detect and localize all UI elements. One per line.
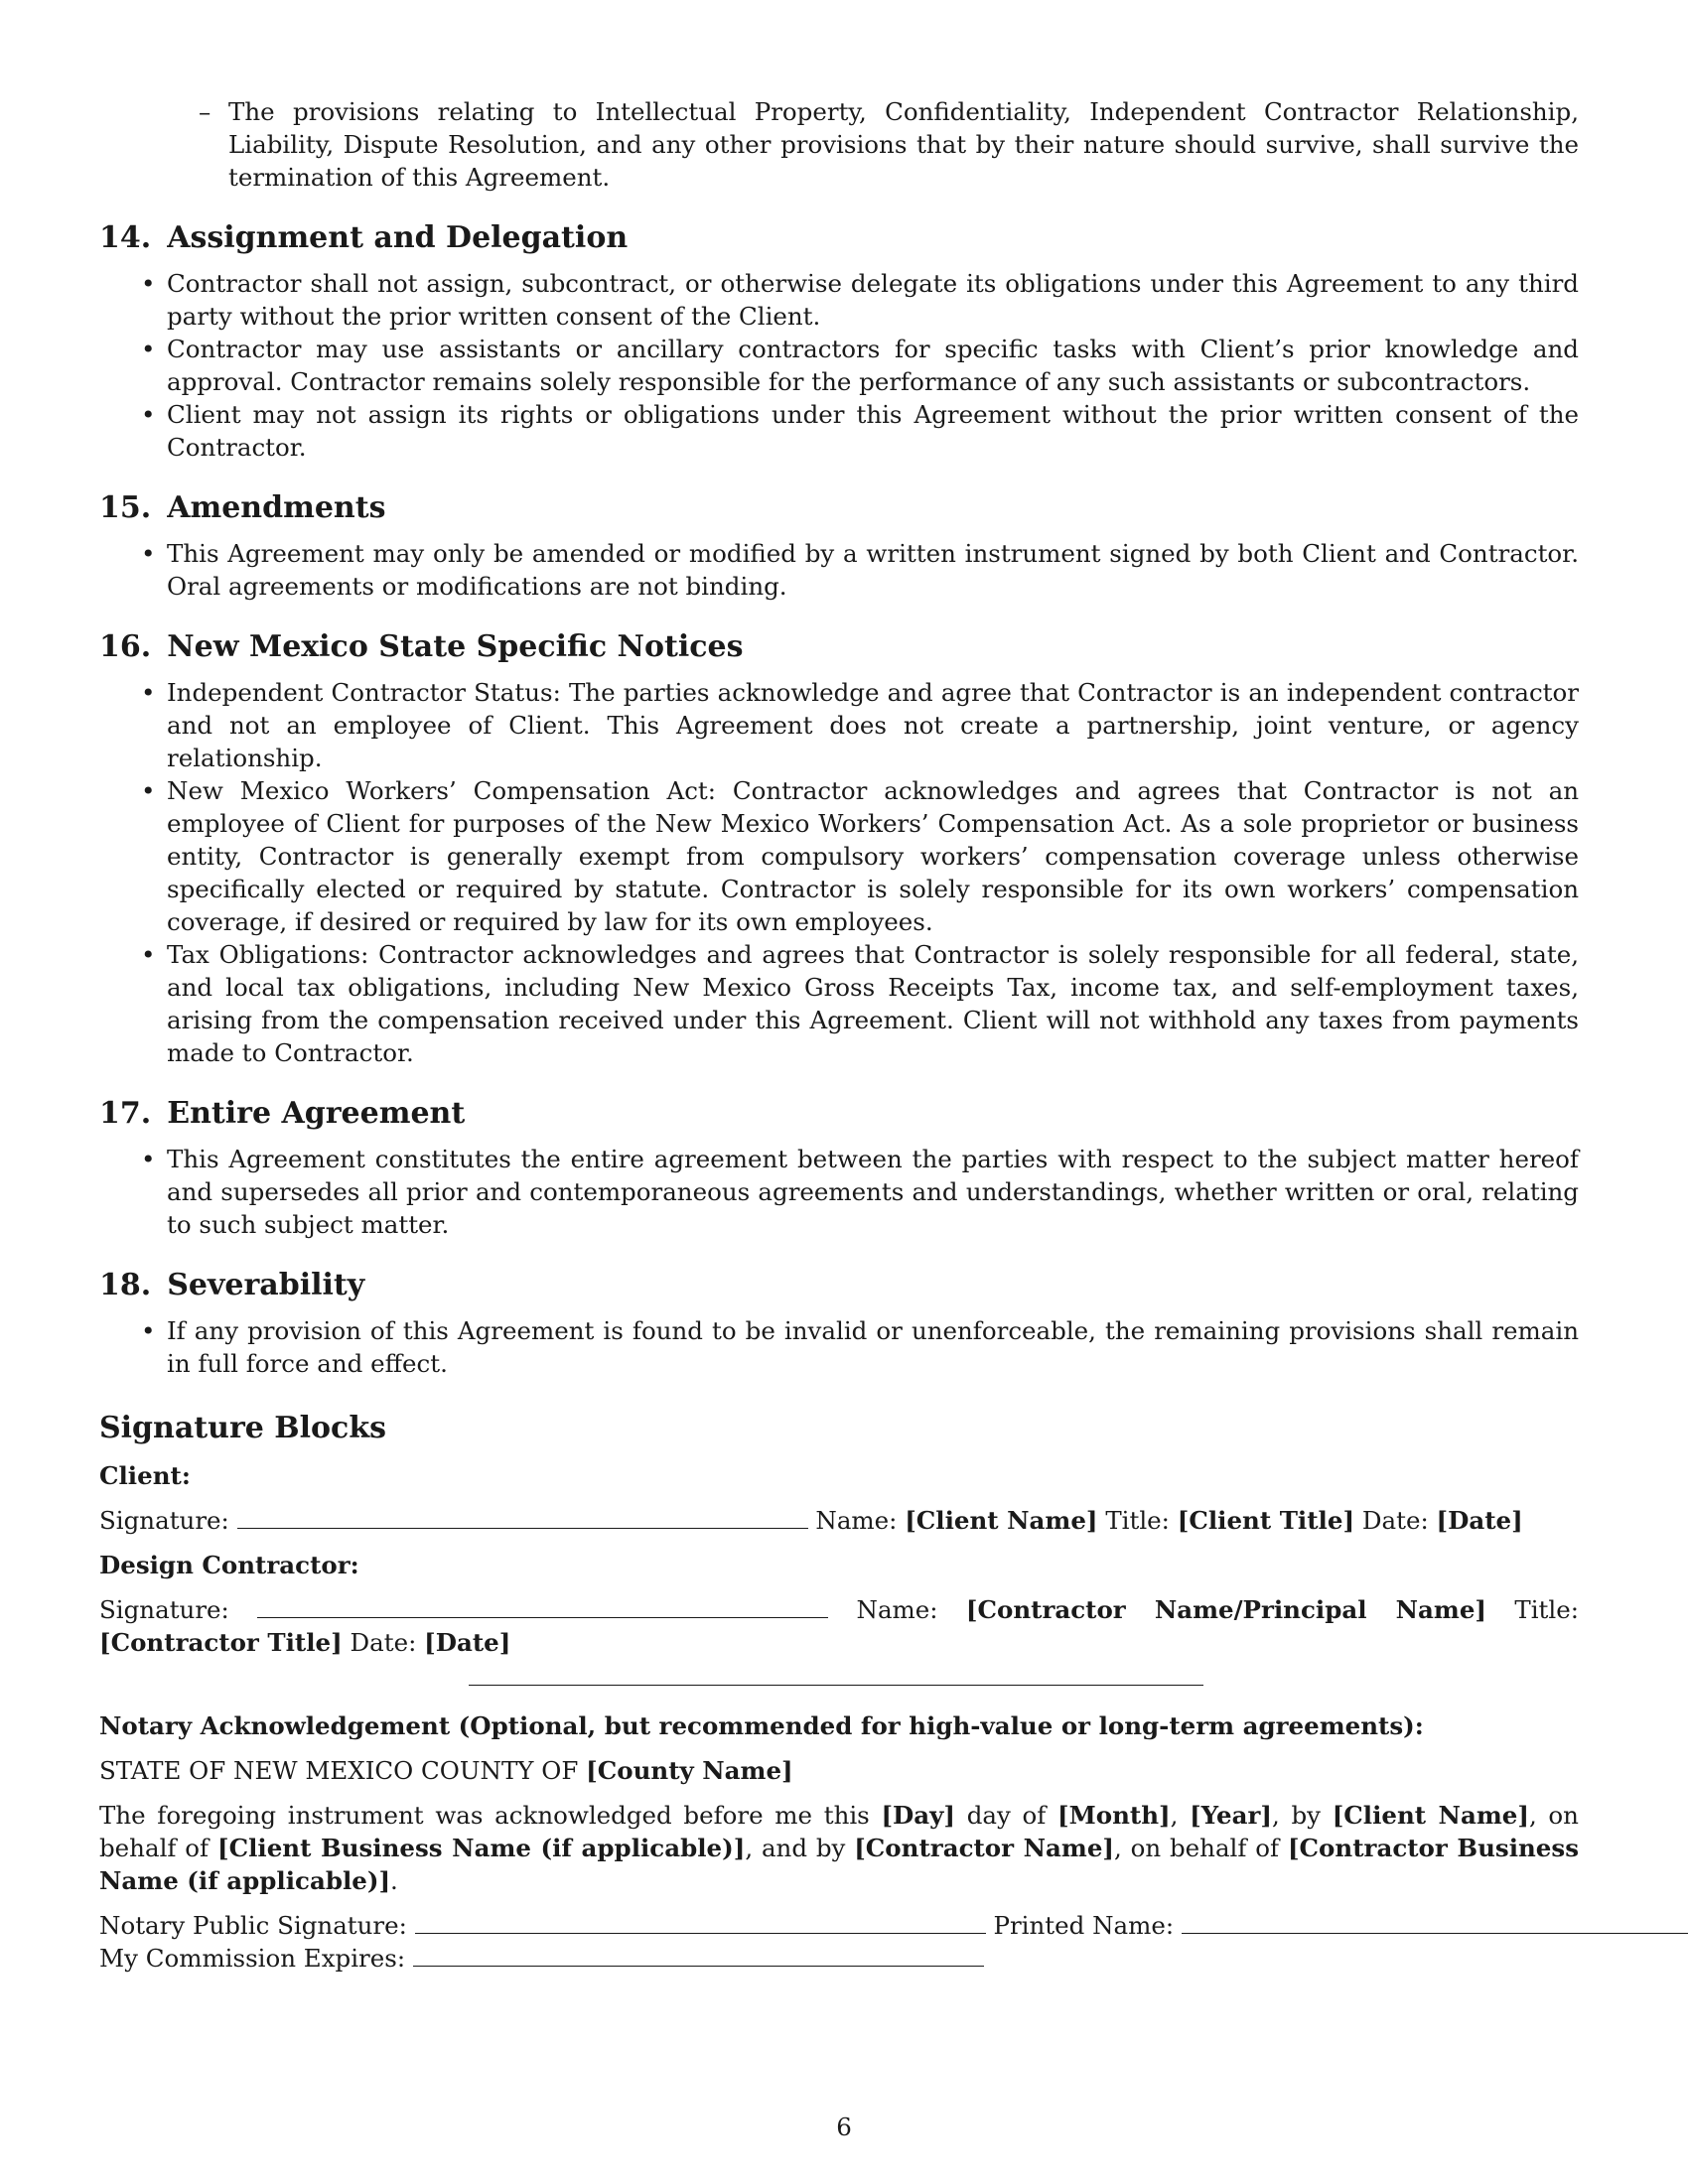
section-18-list (99, 1314, 1579, 1380)
section-16-heading (99, 628, 1579, 666)
month-placeholder: [Month] (1057, 1801, 1171, 1830)
commission-line (99, 1942, 1579, 1975)
section-number: 14. (99, 220, 152, 255)
signature-blocks-heading: Signature Blocks (99, 1411, 386, 1445)
section-title: Assignment and Delegation (167, 220, 629, 255)
day-of-text: day of (966, 1801, 1047, 1830)
contractor-name-placeholder: [Contractor Name] (854, 1834, 1114, 1862)
section-14-list (99, 267, 1579, 464)
signature-label: Signature: (99, 1506, 229, 1535)
section-15-heading (99, 489, 1579, 527)
date-label: Date: (350, 1628, 417, 1657)
end-text: . (390, 1866, 398, 1895)
section-17-heading (99, 1095, 1579, 1133)
section-14-heading (99, 219, 1579, 257)
contractor-title-placeholder: [Contractor Title] (99, 1628, 343, 1657)
state-text: STATE OF NEW MEXICO COUNTY OF (99, 1756, 579, 1785)
comma-text: , (1170, 1801, 1179, 1830)
client-signature-blank[interactable] (237, 1506, 808, 1529)
contractor-name-placeholder: [Contractor Name/Principal Name] (965, 1595, 1486, 1624)
client-business-placeholder: [Client Business Name (if applicable)] (216, 1834, 746, 1862)
client-title-placeholder: [Client Title] (1177, 1506, 1355, 1535)
section-title: New Mexico State Specific Notices (167, 629, 744, 664)
notary-acknowledgement-text (99, 1799, 1579, 1897)
list-item: • If any provision of this Agreement is found to be invalid or unenforceable, the remaining provisions shall remain in full force and effect. (167, 1314, 1579, 1380)
on-behalf-text: , on behalf of (1114, 1834, 1280, 1862)
notary-signature-blank[interactable] (415, 1911, 986, 1934)
printed-name-blank[interactable] (1182, 1911, 1688, 1934)
notary-signature-line (99, 1909, 1579, 1942)
day-placeholder: [Day] (881, 1801, 955, 1830)
page-number: 6 (836, 2113, 852, 2141)
client-signature-line (99, 1504, 1579, 1537)
contractor-date-placeholder: [Date] (424, 1628, 511, 1657)
notary-state-line (99, 1754, 1579, 1787)
contractor-business-placeholder: [Contractor Business Name (if applicable)] (99, 1834, 1579, 1895)
by-text: , by (1272, 1801, 1322, 1830)
section-title: Entire Agreement (167, 1096, 466, 1131)
ack-intro: The foregoing instrument was acknowledged before me this (99, 1801, 870, 1830)
section-number: 15. (99, 490, 152, 525)
section-title: Amendments (167, 490, 386, 525)
list-item: • This Agreement may only be amended or modified by a written instrument signed by both Client and Contractor. Oral agreements or modifications are not binding. (167, 537, 1579, 603)
contractor-signature-blank[interactable] (257, 1595, 828, 1618)
year-placeholder: [Year] (1190, 1801, 1273, 1830)
continuation-item: – The provisions relating to Intellectual Property, Confidentiality, Independent Contractor Relationship, Liability, Dispute Resolution, and any other provisions that by their nature should survive, shall survive the termination of this Agreement. (228, 95, 1579, 194)
county-placeholder: [County Name] (586, 1756, 793, 1785)
signature-label: Signature: (99, 1595, 229, 1624)
document-page (99, 95, 1579, 1975)
divider (469, 1685, 1203, 1686)
section-15-list (99, 537, 1579, 603)
section-16-list (99, 676, 1579, 1069)
client-name-placeholder: [Client Name] (1332, 1801, 1529, 1830)
list-item: • Contractor shall not assign, subcontract, or otherwise delegate its obligations under this Agreement to any third party without the prior written consent of the Client. (167, 267, 1579, 333)
section-title: Severability (167, 1268, 365, 1302)
section-18-heading (99, 1267, 1579, 1304)
and-by-text: , and by (745, 1834, 846, 1862)
on-behalf-text: , on behalf of (99, 1801, 1579, 1862)
client-name-placeholder: [Client Name] (905, 1506, 1098, 1535)
contractor-signature-line (99, 1593, 1579, 1659)
list-item: • Client may not assign its rights or obligations under this Agreement without the prior written consent of the Contractor. (167, 398, 1579, 464)
name-label: Name: (856, 1595, 938, 1624)
title-label: Title: (1105, 1506, 1170, 1535)
list-item: • This Agreement constitutes the entire agreement between the parties with respect to the subject matter hereof and supersedes all prior and contemporaneous agreements and understandings, whether written or oral, relating to such subject matter. (167, 1143, 1579, 1241)
commission-blank[interactable] (413, 1944, 984, 1967)
section-17-list (99, 1143, 1579, 1241)
list-item: • Contractor may use assistants or ancillary contractors for specific tasks with Client’s prior knowledge and approval. Contractor remains solely responsible for the performance of any such assistants or subcontractors. (167, 333, 1579, 398)
commission-label: My Commission Expires: (99, 1944, 406, 1973)
list-item: • Tax Obligations: Contractor acknowledges and agrees that Contractor is solely responsible for all federal, state, and local tax obligations, including New Mexico Gross Receipts Tax, income tax, and self-employment taxes, arising from the compensation received under this Agreement. Client will not withhold any taxes from payments made to Contractor. (167, 938, 1579, 1069)
date-label: Date: (1361, 1506, 1429, 1535)
continuation-list (228, 95, 1579, 194)
title-label: Title: (1514, 1595, 1579, 1624)
name-label: Name: (815, 1506, 898, 1535)
client-label: Client: (99, 1461, 191, 1490)
client-date-placeholder: [Date] (1436, 1506, 1523, 1535)
printed-name-label: Printed Name: (993, 1911, 1175, 1940)
section-number: 16. (99, 629, 152, 664)
notary-signature-label: Notary Public Signature: (99, 1911, 407, 1940)
list-item: • New Mexico Workers’ Compensation Act: Contractor acknowledges and agrees that Contractor is not an employee of Client for purposes of the New Mexico Workers’ Compensation Act. As a sole proprietor or business entity, Contractor is generally exempt from compulsory workers’ compensation coverage unless otherwise specifically elected or required by statute. Contractor is solely responsible for its own workers’ compensation coverage, if desired or required by law for its own employees. (167, 774, 1579, 938)
list-item: • Independent Contractor Status: The parties acknowledge and agree that Contractor is an independent contractor and not an employee of Client. This Agreement does not create a partnership, joint venture, or agency relationship. (167, 676, 1579, 774)
section-number: 18. (99, 1268, 152, 1302)
section-number: 17. (99, 1096, 152, 1131)
contractor-label: Design Contractor: (99, 1551, 359, 1579)
notary-title: Notary Acknowledgement (Optional, but recommended for high-value or long-term agreements): (99, 1711, 1424, 1740)
